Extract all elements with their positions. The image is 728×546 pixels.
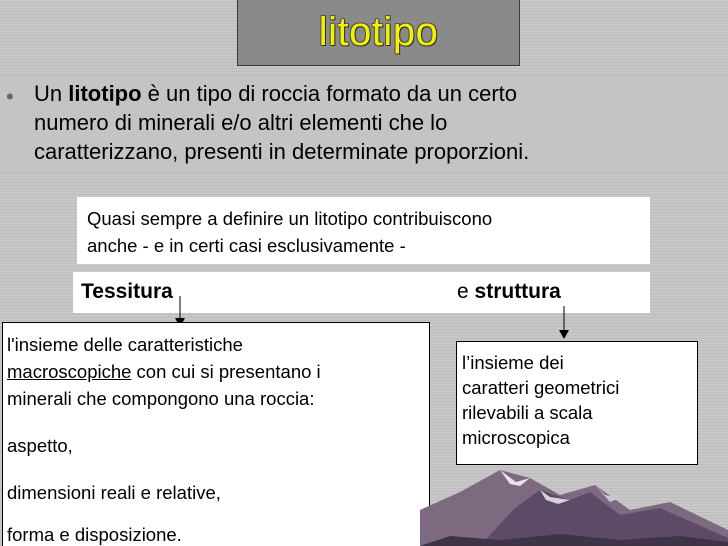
arrow-down-icon-right — [558, 306, 570, 339]
note-box — [77, 197, 650, 264]
struttura-group — [457, 280, 561, 304]
left-line1: l'insieme delle caratteristiche — [7, 334, 243, 355]
right-line2: caratteri geometrici — [462, 377, 620, 398]
title-box — [237, 0, 520, 66]
left-line5: dimensioni reali e relative, — [7, 482, 221, 503]
left-line6: forma e disposizione. — [7, 524, 182, 545]
macroscopiche-term: macroscopiche — [7, 361, 132, 382]
note-line1: Quasi sempre a definire un litotipo contribuiscono — [87, 208, 493, 229]
right-line1: l’insieme dei — [462, 352, 564, 373]
intro-line3: caratterizzano, presenti in determinate proporzioni. — [34, 139, 530, 164]
right-line3: rilevabili a scala — [462, 402, 593, 423]
intro-paragraph — [34, 79, 714, 166]
tessitura-definition-box — [2, 322, 430, 546]
right-line4: microscopica — [462, 427, 570, 448]
intro-line1-rest: è un tipo di roccia formato da un certo — [141, 81, 517, 106]
struttura-label: struttura — [474, 280, 561, 303]
left-line4: aspetto, — [7, 435, 73, 456]
left-line2 — [7, 359, 321, 384]
left-line3: minerali che compongono una roccia: — [7, 388, 315, 409]
bullet-icon: • — [6, 84, 14, 109]
left-line2-rest: con cui si presentano i — [131, 361, 321, 382]
right-text — [462, 350, 694, 450]
intro-line2: numero di minerali e/o altri elementi che lo — [34, 110, 448, 135]
note-line2: anche - e in certi casi esclusivamente - — [87, 235, 406, 256]
intro-term: litotipo — [68, 81, 142, 106]
note-text — [87, 205, 644, 259]
struttura-definition-box — [456, 341, 698, 465]
conjunction-e: e — [457, 280, 475, 303]
slide-title: litotipo — [318, 10, 439, 54]
intro-prefix: Un — [34, 81, 69, 106]
tessitura-label: Tessitura — [81, 280, 173, 303]
